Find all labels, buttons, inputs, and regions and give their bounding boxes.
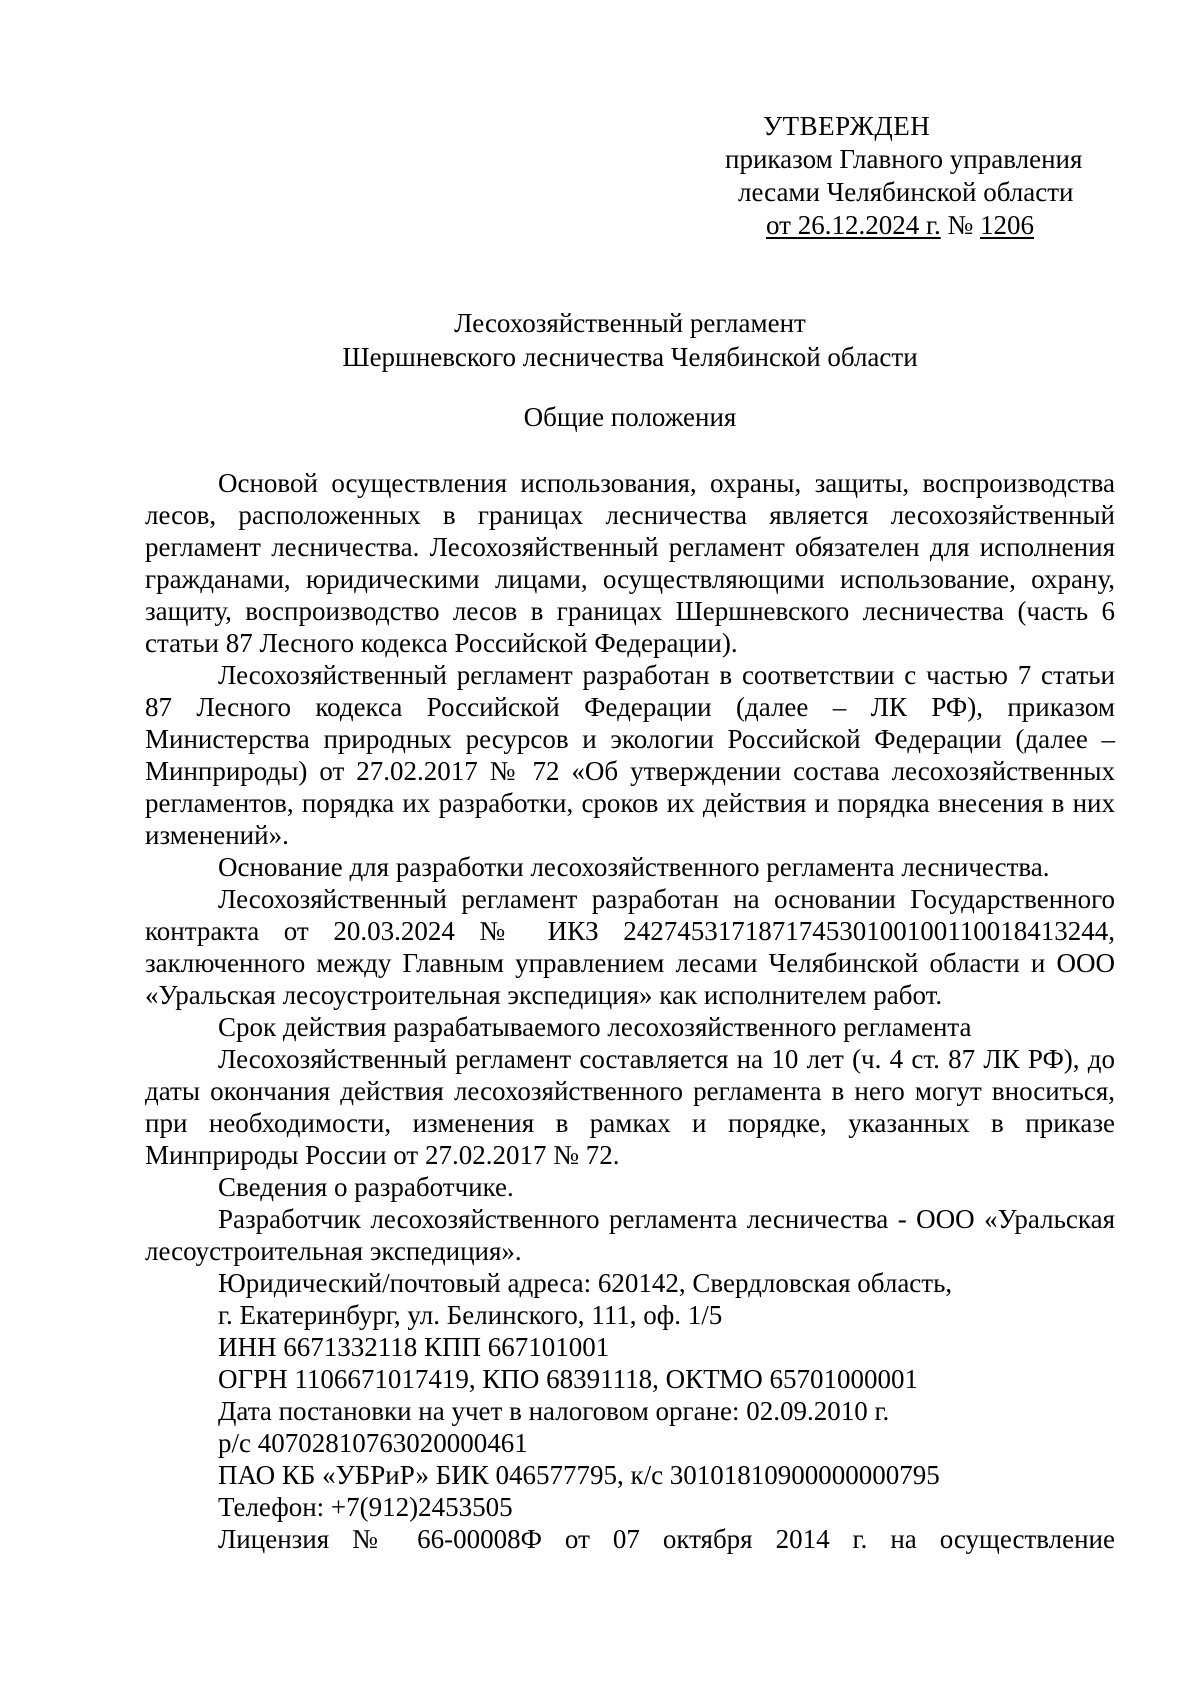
developer-tax-date: Дата постановки на учет в налоговом органе: 02.09.2010 г. — [218, 1396, 890, 1426]
developer-address-2: г. Екатеринбург, ул. Белинского, 111, оф. 1/5 — [218, 1300, 723, 1330]
approval-number-prefix: № — [940, 210, 980, 240]
developer-inn-kpp: ИНН 6671332118 КПП 667101001 — [218, 1332, 610, 1362]
document-title-line-1: Лесохозяйственный регламент — [454, 308, 806, 338]
section-title: Общие положения — [523, 402, 737, 432]
developer-ogrn: ОГРН 1106671017419, КПО 68391118, ОКТМО 65701000001 — [218, 1364, 919, 1394]
document-title-line-2: Шершневского лесничества Челябинской области — [342, 342, 918, 372]
developer-bank: ПАО КБ «УБРиР» БИК 046577795, к/с 30101810900000000795 — [218, 1460, 940, 1490]
approval-date-line — [655, 209, 1115, 242]
approval-stamp-block — [655, 110, 1115, 242]
paragraph-contract: Лесохозяйственный регламент разработан на основании Государственного контракта от 20.03.2024 № ИКЗ 242745317187174530100100110018413244, заключенного между Главным управлением лесами Челябинской области и ООО «Уральская лесоустроительная экспедиция» как исполнителем работ. — [145, 884, 1115, 1010]
paragraph-developer: Разработчик лесохозяйственного регламента лесничества - ООО «Уральская лесоустроительная экспедиция». — [145, 1204, 1115, 1266]
approval-date-prefix: от — [766, 210, 798, 240]
developer-address-1: Юридический/почтовый адреса: 620142, Свердловская область, — [218, 1268, 953, 1298]
approval-number: 1206 — [980, 210, 1034, 240]
approval-title: УТВЕРЖДЕН — [763, 111, 931, 141]
paragraph-development-grounds-heading: Основание для разработки лесохозяйственного регламента лесничества. — [218, 852, 1050, 882]
developer-license: Лицензия № 66-00008Ф от 07 октября 2014 г. на осуществление — [218, 1524, 1115, 1554]
paragraph-developer-heading: Сведения о разработчике. — [218, 1172, 514, 1202]
paragraph-basis: Основой осуществления использования, охраны, защиты, воспроизводства лесов, расположенных в границах лесничества является лесохозяйственный регламент лесничества. Лесохозяйственный регламент обязателен для исполнения гражданами, юридическими лицами, осуществляющими использование, охрану, защиту, воспроизводство лесов в границах Шершневского лесничества (часть 6 статьи 87 Лесного кодекса Российской Федерации). — [145, 468, 1115, 658]
developer-phone: Телефон: +7(912)2453505 — [218, 1492, 513, 1522]
paragraph-validity-heading: Срок действия разрабатываемого лесохозяйственного регламента — [218, 1012, 972, 1042]
paragraph-validity: Лесохозяйственный регламент составляется на 10 лет (ч. 4 ст. 87 ЛК РФ), до даты окончания действия лесохозяйственного регламента в него могут вноситься, при необходимости, изменения в рамках и порядке, указанных в приказе Минприроды России от 27.02.2017 № 72. — [145, 1044, 1115, 1170]
approval-date: 26.12.2024 г. — [797, 210, 941, 240]
document-title — [145, 306, 1115, 374]
paragraph-developed-per: Лесохозяйственный регламент разработан в соответствии с частью 7 статьи 87 Лесного кодекса Российской Федерации (далее – ЛК РФ), приказом Министерства природных ресурсов и экологии Российской Федерации (далее – Минприроды) от 27.02.2017 № 72 «Об утверждении состава лесохозяйственных регламентов, порядка их разработки, сроков их действия и порядка внесения в них изменений». — [145, 660, 1115, 850]
developer-account: р/с 40702810763020000461 — [218, 1428, 528, 1458]
approval-authority-line: лесами Челябинской области — [738, 177, 1074, 207]
approval-order-line: приказом Главного управления — [725, 144, 1083, 174]
document-body — [145, 467, 1115, 1555]
